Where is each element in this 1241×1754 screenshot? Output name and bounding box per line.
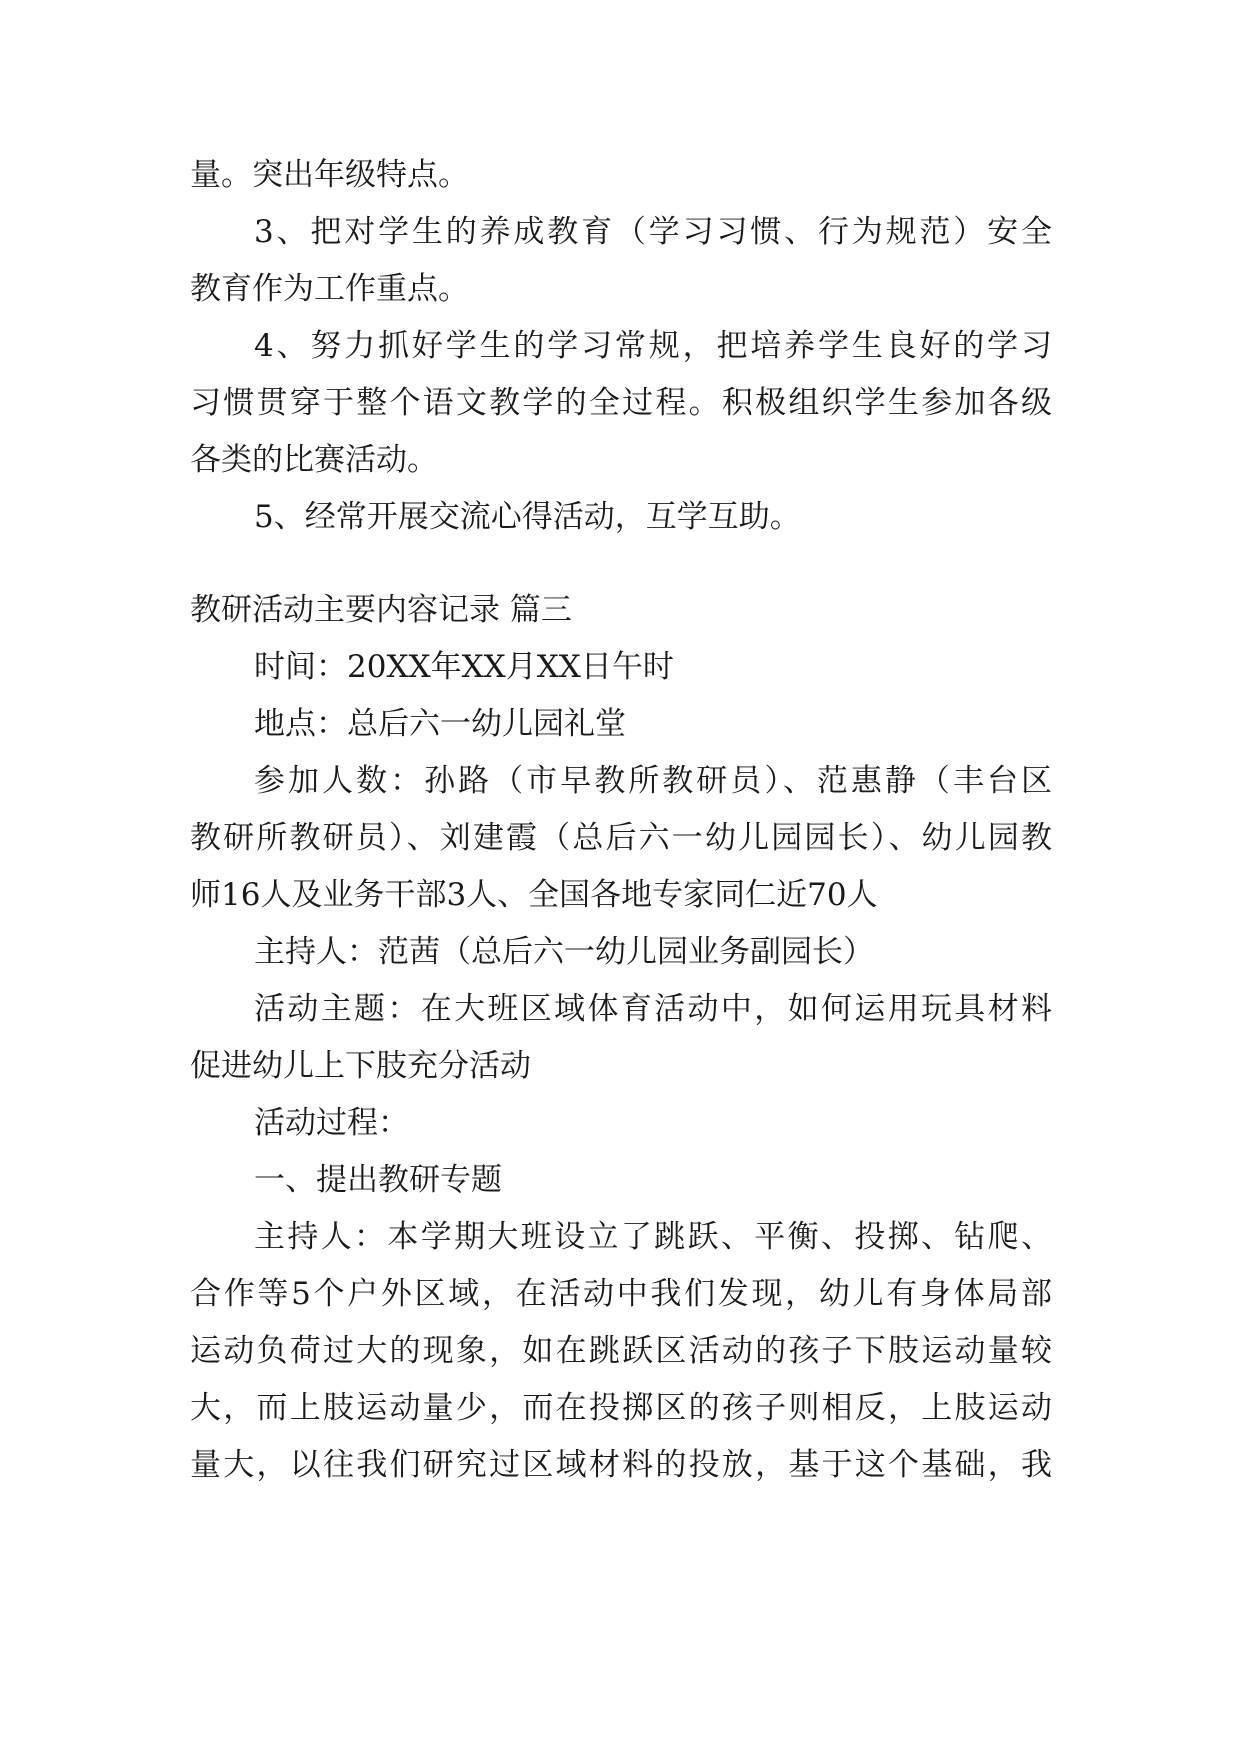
- paragraph-line: 师16人及业务干部3人、全国各地专家同仁近70人: [190, 877, 878, 913]
- paragraph-line: 习惯贯穿于整个语文教学的全过程。积极组织学生参加各级: [190, 385, 1052, 421]
- paragraph-line: 教育作为工作重点。: [190, 271, 469, 307]
- paragraph-line: 5、经常开展交流心得活动，互学互助。: [254, 499, 801, 535]
- paragraph-line: 3、把对学生的养成教育（学习习惯、行为规范）安全: [254, 214, 1052, 250]
- paragraph-line: 主持人：范茜（总后六一幼儿园业务副园长）: [254, 934, 874, 970]
- paragraph-line: 教研所教研员）、刘建霞（总后六一幼儿园园长）、幼儿园教: [190, 820, 1052, 856]
- section-heading: 教研活动主要内容记录 篇三: [190, 592, 572, 628]
- paragraph-line: 大，而上肢运动量少，而在投掷区的孩子则相反，上肢运动: [190, 1390, 1052, 1426]
- paragraph-line: 运动负荷过大的现象，如在跳跃区活动的孩子下肢运动量较: [190, 1333, 1052, 1369]
- paragraph-line: 地点：总后六一幼儿园礼堂: [254, 706, 626, 742]
- paragraph-line: 时间：20XX年XX月XX日午时: [254, 649, 674, 685]
- paragraph-line: 促进幼儿上下肢充分活动: [190, 1048, 531, 1084]
- paragraph-line: 活动过程：: [254, 1105, 409, 1141]
- paragraph-line: 合作等5个户外区域，在活动中我们发现，幼儿有身体局部: [190, 1276, 1052, 1312]
- paragraph-line: 主持人：本学期大班设立了跳跃、平衡、投掷、钻爬、: [254, 1219, 1052, 1255]
- paragraph-line: 活动主题：在大班区域体育活动中，如何运用玩具材料: [254, 991, 1052, 1027]
- paragraph-line: 一、提出教研专题: [254, 1162, 502, 1198]
- paragraph-line: 参加人数：孙路（市早教所教研员）、范惠静（丰台区: [254, 763, 1052, 799]
- paragraph-line: 4、努力抓好学生的学习常规，把培养学生良好的学习: [254, 328, 1052, 364]
- paragraph-line: 量大，以往我们研究过区域材料的投放，基于这个基础，我: [190, 1447, 1052, 1483]
- paragraph-line: 各类的比赛活动。: [190, 442, 438, 478]
- paragraph-line: 量。突出年级特点。: [190, 157, 469, 193]
